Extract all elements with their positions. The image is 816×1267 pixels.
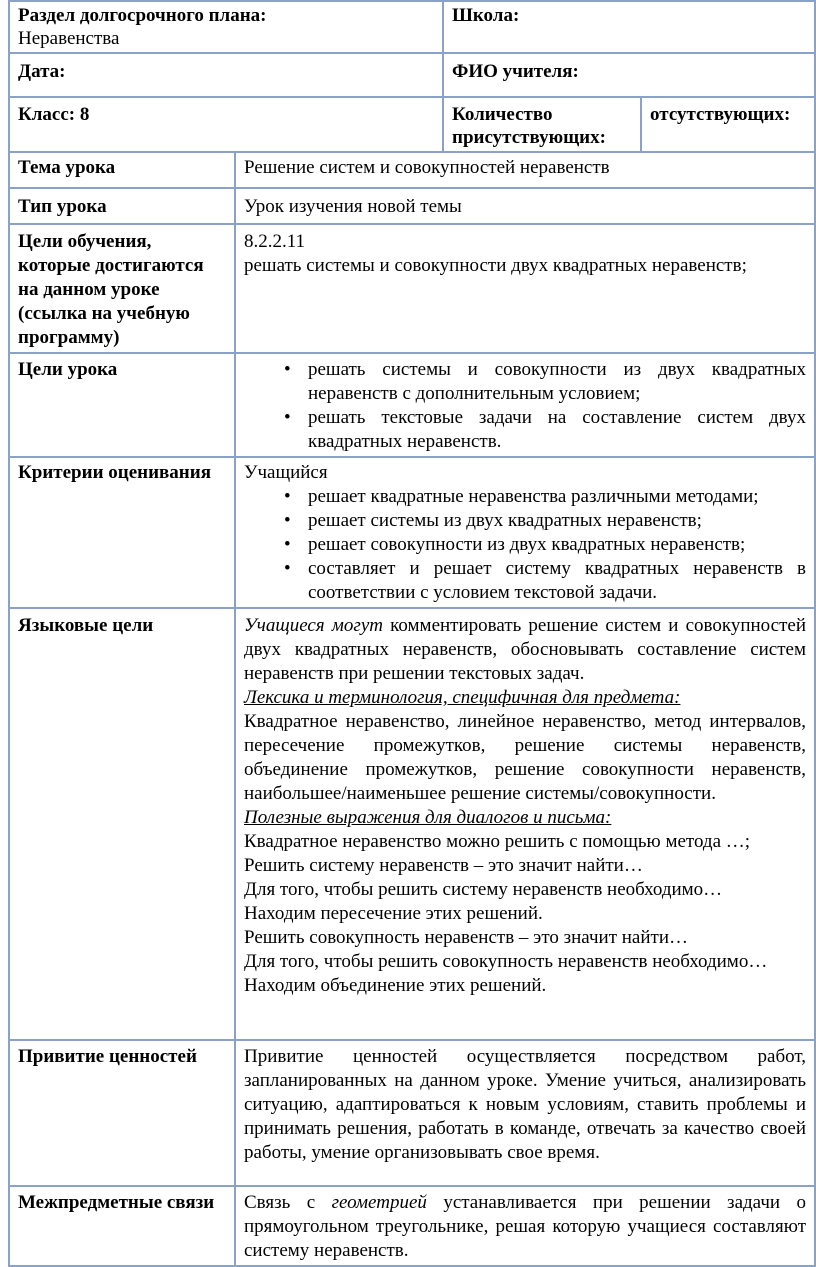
language-intro-text: комментировать решение систем и совокупностей двух квадратных неравенств, обосновывать составление систем неравенств при решении текстовых задач. bbox=[244, 615, 806, 684]
bullet-icon: • bbox=[284, 510, 291, 531]
learning-goals-text: решать системы и совокупности двух квадратных неравенств; bbox=[244, 255, 747, 276]
bullet-icon: • bbox=[284, 359, 291, 380]
language-label: Языковые цели bbox=[18, 615, 154, 636]
phrase-item: Находим объединение этих решений. bbox=[244, 975, 547, 996]
language-row bbox=[9, 608, 815, 1040]
topic-row bbox=[9, 152, 815, 188]
topic-value: Решение систем и совокупностей неравенств bbox=[244, 157, 610, 178]
teacher-cell bbox=[443, 53, 815, 97]
section-cell bbox=[9, 1, 443, 53]
topic-label: Тема урока bbox=[18, 157, 116, 178]
present-label-2: присутствующих: bbox=[452, 127, 606, 148]
absent-label: отсутствующих: bbox=[650, 104, 791, 125]
type-value: Урок изучения новой темы bbox=[244, 196, 462, 217]
header-table bbox=[8, 0, 816, 153]
list-item: • решать системы и совокупности из двух квадратных неравенств с дополнительным условием; bbox=[284, 359, 806, 404]
lesson-plan-page bbox=[8, 0, 814, 1267]
bullet-icon: • bbox=[284, 486, 291, 507]
list-item: • решает квадратные неравенства различными методами; bbox=[284, 486, 759, 507]
values-label: Привитие ценностей bbox=[18, 1046, 197, 1067]
school-label: Школа: bbox=[452, 5, 520, 26]
lesson-goals-row bbox=[9, 353, 815, 457]
type-label: Тип урока bbox=[18, 196, 107, 217]
list-item: • решать текстовые задачи на составление систем двух квадратных неравенств. bbox=[284, 407, 806, 452]
interdisciplinary-row bbox=[9, 1186, 815, 1266]
learning-goals-label: Цели обучения, которые достигаются на данном уроке (ссылка на учебную программу) bbox=[18, 231, 204, 348]
section-value: Неравенства bbox=[18, 28, 120, 49]
date-cell bbox=[9, 53, 443, 97]
teacher-label: ФИО учителя: bbox=[452, 61, 579, 82]
values-text: Привитие ценностей осуществляется посредством работ, запланированных на данном уроке. Умение учиться, анализировать ситуацию, адаптироваться к новым условиям, ставить проблемы и принимать решения, работать в команде, отвечать за качество своей работы, умение организовывать свое время. bbox=[244, 1046, 806, 1163]
class-cell bbox=[9, 97, 443, 152]
phrases-heading: Полезные выражения для диалогов и письма: bbox=[244, 807, 612, 828]
list-item: • решает совокупности из двух квадратных неравенств; bbox=[284, 534, 746, 555]
bullet-icon: • bbox=[284, 558, 291, 579]
learning-goals-row bbox=[9, 224, 815, 353]
bullet-icon: • bbox=[284, 407, 291, 428]
learning-goals-code: 8.2.2.11 bbox=[244, 231, 306, 252]
lexicon-text: Квадратное неравенство, линейное неравенство, метод интервалов, пересечение промежутков, решение системы неравенств, объединение промежутков, решение совокупности неравенств, наибольшее/наименьшее решение системы/совокупности. bbox=[244, 711, 806, 804]
absent-cell bbox=[641, 97, 815, 152]
type-row bbox=[9, 188, 815, 224]
section-label: Раздел долгосрочного плана: bbox=[18, 5, 267, 26]
phrase-item: Квадратное неравенство можно решить с помощью метода …; bbox=[244, 831, 751, 852]
present-cell bbox=[443, 97, 641, 152]
language-intro-italic: Учащиеся могут bbox=[244, 615, 383, 636]
criteria-intro: Учащийся bbox=[244, 462, 328, 483]
phrase-item: Решить систему неравенств – это значит найти… bbox=[244, 855, 643, 876]
lexicon-heading: Лексика и терминология, специфичная для предмета: bbox=[244, 687, 681, 708]
criteria-label: Критерии оценивания bbox=[18, 462, 211, 483]
lesson-table bbox=[8, 151, 816, 1267]
phrase-item: Для того, чтобы решить систему неравенств необходимо… bbox=[244, 879, 723, 900]
list-item: • решает системы из двух квадратных неравенств; bbox=[284, 510, 702, 531]
school-cell bbox=[443, 1, 815, 53]
interdisciplinary-label: Межпредметные связи bbox=[18, 1192, 215, 1213]
phrase-item: Решить совокупность неравенств – это значит найти… bbox=[244, 927, 688, 948]
phrase-item: Для того, чтобы решить совокупность неравенств необходимо… bbox=[244, 951, 768, 972]
criteria-list bbox=[244, 485, 806, 605]
lesson-goals-list bbox=[244, 358, 806, 454]
phrase-item: Находим пересечение этих решений. bbox=[244, 903, 543, 924]
language-intro bbox=[244, 614, 806, 686]
list-item: • составляет и решает систему квадратных неравенств в соответствии с условием текстовой задачи. bbox=[284, 558, 806, 603]
interdisciplinary-text: Связь с геометрией устанавливается при решении задачи о прямоугольном треугольнике, решая которую учащиеся составляют систему неравенств. bbox=[244, 1192, 806, 1261]
lesson-goals-label: Цели урока bbox=[18, 359, 118, 380]
values-row bbox=[9, 1040, 815, 1186]
present-label-1: Количество bbox=[452, 104, 553, 125]
criteria-row bbox=[9, 457, 815, 608]
date-label: Дата: bbox=[18, 61, 66, 82]
class-label: Класс: 8 bbox=[18, 104, 90, 125]
bullet-icon: • bbox=[284, 534, 291, 555]
interdisciplinary-italic: геометрией bbox=[331, 1192, 427, 1213]
